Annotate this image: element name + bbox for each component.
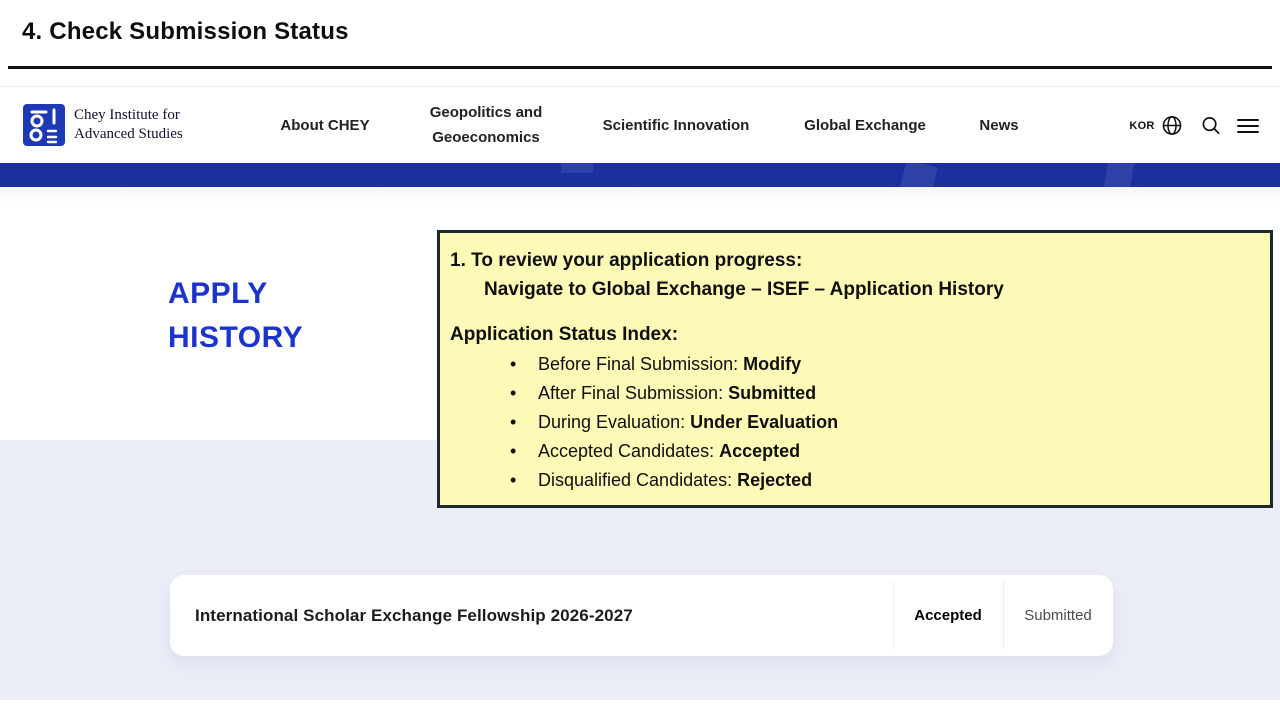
status-index-item <box>450 350 1258 379</box>
status-label: Accepted Candidates: <box>538 441 720 461</box>
status-label: During Evaluation: <box>538 412 691 432</box>
nav-item-news[interactable]: News <box>979 117 1019 134</box>
chey-logo-icon <box>23 104 65 146</box>
status-index-item <box>450 466 1258 495</box>
slide-title: 4. Check Submission Status <box>22 18 349 45</box>
logo-name-line2: Advanced Studies <box>74 126 183 142</box>
status-index-item <box>450 408 1258 437</box>
menu-button[interactable] <box>1237 87 1259 164</box>
application-title: International Scholar Exchange Fellowship 2026-2027 <box>195 605 633 625</box>
nav-item-geopolitics-geoeconomics[interactable]: Geopolitics and Geoeconomics <box>429 103 543 146</box>
status-index-list <box>450 350 1258 495</box>
banner-decoration <box>900 163 938 187</box>
status-badge-accepted: Accepted <box>914 607 982 624</box>
page-title-line1: APPLY <box>168 277 268 310</box>
annotation-note <box>437 230 1273 508</box>
status-index-item <box>450 437 1258 466</box>
nav-item-about-chey[interactable]: About CHEY <box>280 117 370 134</box>
status-value: Under Evaluation <box>690 412 839 432</box>
application-row[interactable] <box>170 575 1113 656</box>
note-index-title: Application Status Index: <box>450 324 679 345</box>
chey-logo-text <box>74 106 183 144</box>
banner-decoration <box>1104 163 1134 187</box>
language-toggle[interactable] <box>1129 87 1154 164</box>
status-value: Submitted <box>728 383 817 403</box>
note-navigation-line: Navigate to Global Exchange – ISEF – Application History <box>484 279 1004 300</box>
search-button[interactable] <box>1201 87 1222 164</box>
status-value: Rejected <box>737 470 813 490</box>
status-index-item <box>450 379 1258 408</box>
chey-logo[interactable] <box>23 104 183 146</box>
status-value: Accepted <box>719 441 801 461</box>
note-step-line: 1. To review your application progress: <box>450 250 803 271</box>
globe-button[interactable] <box>1162 87 1183 164</box>
status-label: After Final Submission: <box>538 383 729 403</box>
nav-item-global-exchange[interactable]: Global Exchange <box>804 117 926 134</box>
logo-name-line1: Chey Institute for <box>74 106 180 123</box>
search-icon <box>1201 115 1222 136</box>
language-label: KOR <box>1129 119 1155 132</box>
site-header <box>0 86 1280 163</box>
page-title <box>168 272 303 360</box>
title-underline <box>8 66 1272 69</box>
menu-icon <box>1237 118 1259 134</box>
status-badge-submitted: Submitted <box>1024 607 1092 624</box>
globe-icon <box>1162 115 1183 136</box>
status-label: Before Final Submission: <box>538 354 744 374</box>
nav-item-scientific-innovation[interactable]: Scientific Innovation <box>602 117 750 134</box>
status-label: Disqualified Candidates: <box>538 470 738 490</box>
status-value: Modify <box>743 354 802 374</box>
page-title-line2: HISTORY <box>168 321 304 354</box>
hero-banner <box>0 163 1280 187</box>
banner-decoration <box>561 163 593 173</box>
banner-fade <box>0 187 1280 203</box>
